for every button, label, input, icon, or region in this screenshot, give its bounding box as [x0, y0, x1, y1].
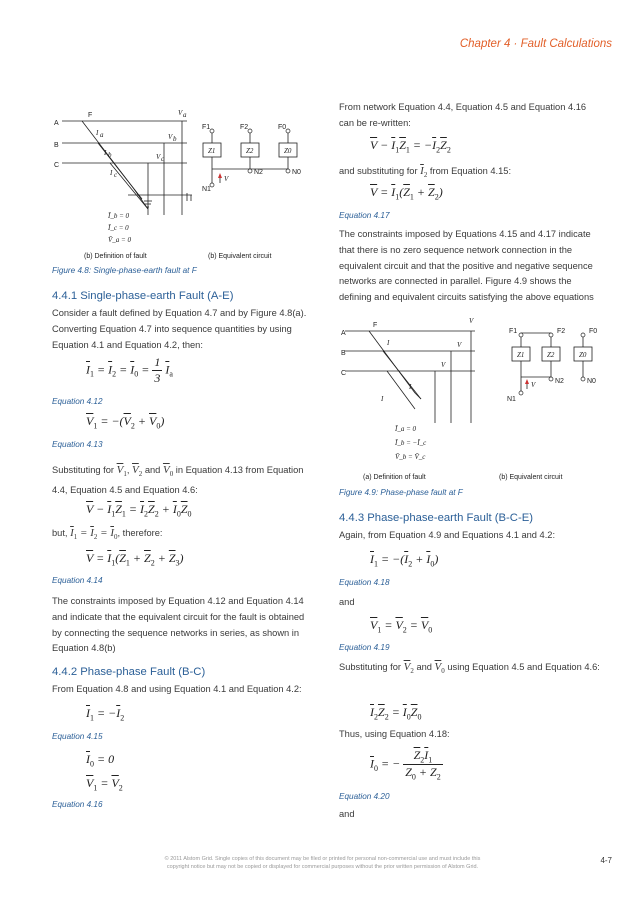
paragraph-4-4-3-intro: Again, from Equation 4.9 and Equations 4.1 and 4.2:: [339, 530, 556, 540]
page-number: 4-7: [600, 856, 612, 865]
fig49-cap-a: (a) Definition of fault: [363, 474, 426, 481]
fig48-box-z1: Z1: [208, 147, 216, 155]
equation-4-12-body: $\overline{I}_1 = \overline{I}_2 = \overline{I}_0$ = $\frac{1}{3}$ $\overline{I}_a$: [86, 355, 173, 385]
figure-4-9-caption: Figure 4.9: Phase-phase fault at F: [339, 488, 463, 497]
equation-4-15-body: $\overline{I}_1 = -\overline{I}_2$: [86, 706, 125, 723]
fig49-label-c: C: [341, 370, 347, 377]
paragraph-4-4-1-intro: Consider a fault defined by Equation 4.7 and by Figure 4.8(a). Converting Equation 4.7 into sequence quantities by using Equation 4.1 and Equation 4.2, then:: [52, 308, 307, 350]
fig48-box-z2: Z2: [246, 147, 254, 155]
fig49-label-f: F: [373, 322, 378, 329]
fig48-va-sub: a: [183, 111, 187, 119]
equation-4-20-label: Equation 4.20: [339, 792, 390, 801]
fig49-cond-1: Ī_a = 0: [395, 425, 417, 433]
paragraph-4-4-2-intro: From Equation 4.8 and using Equation 4.1 and Equation 4.2:: [52, 684, 302, 694]
fig48-cond-1: Ī_b = 0: [108, 212, 130, 220]
fig48-vb-sub: b: [173, 135, 177, 143]
copyright-line-2: copyright notice but may not be copied or displayed for commercial purposes without the prior written permission of Alstom Grid.: [166, 864, 479, 870]
fig49-vb: V: [457, 341, 462, 349]
fig48-vc: V: [156, 153, 161, 161]
equation-4-16-body-a: $\overline{I}_0 = 0$: [86, 752, 115, 769]
substituting2-text-a: Substituting for: [339, 662, 402, 672]
equation-4-19-body: $\overline{V}_1 = \overline{V}_2 = \overline{V}_0$: [370, 618, 433, 635]
fig48-box-z0: Z0: [284, 147, 292, 155]
fig48-cap-a: (b) Definition of fault: [84, 253, 147, 260]
paragraph-rewritten: From network Equation 4.4, Equation 4.5 and Equation 4.16 can be re-written:: [339, 102, 587, 128]
fig49-ib: I: [409, 383, 412, 391]
fig48-node-f1: F1: [202, 124, 211, 131]
fig48-node-n1: N1: [202, 186, 211, 193]
equation-4-16-label: Equation 4.16: [52, 800, 103, 809]
substituting2-text-b: and: [416, 662, 432, 672]
fig49-eq-v: V: [531, 381, 536, 389]
fig48-node-f2: F2: [240, 124, 249, 131]
equation-series-sum: $\overline{V} - \overline{I}_1\overline{Z}_1 = \overline{I}_2\overline{Z}_2 + \overline{I}_0\overline{Z}_0$: [86, 502, 192, 519]
fig49-label-a: A: [341, 330, 346, 337]
equation-4-15-label: Equation 4.15: [52, 732, 103, 741]
substitute-text-c: in Equation 4.13 from Equation 4.4, Equation 4.5 and Equation 4.6:: [52, 465, 304, 495]
fig48-cond-3: V̄_a = 0: [108, 236, 131, 244]
fig48-node-f0: F0: [278, 124, 287, 131]
fig49-ic: I: [381, 395, 384, 403]
figure-4-8: [52, 105, 314, 267]
paragraph-and-2: and: [339, 809, 355, 819]
fig49-node-f1: F1: [509, 328, 518, 335]
therefore-text: , therefore:: [117, 528, 163, 538]
fig48-ic: I: [110, 169, 113, 177]
equation-i2z2: $\overline{I}_2\overline{Z}_2 = \overline{I}_0\overline{Z}_0$: [370, 705, 422, 722]
fig48-ib-sub: b: [108, 151, 112, 159]
fig49-va: V: [469, 317, 474, 325]
section-4-4-2-heading: 4.4.2 Phase-phase Fault (B-C): [52, 666, 206, 678]
substituting-text-a: and substituting for: [339, 166, 418, 176]
equation-4-12-label: Equation 4.12: [52, 397, 103, 406]
equation-4-20-body: $\overline{I}_0$ = − $\frac{\overline{Z}_2\overline{I}_1}{\overline{Z}_0 + \overline{Z}_2}$: [370, 748, 441, 782]
equation-4-13-body: $\overline{V}_1 = -(\overline{V}_2 + \overline{V}_0)$: [86, 414, 165, 431]
substitute-text-a: Substituting for: [52, 465, 115, 475]
paragraph-substitute: Substituting for $\overline{V}_1$, $\overline{V}_2$ and $\overline{V}_0$ in Equation 4.13 from Equation 4.4, Equation 4.5 and Equation 4.6:: [52, 464, 304, 495]
fig49-node-n1: N1: [507, 396, 516, 403]
fig48-label-f: F: [88, 112, 93, 119]
fig48-label-c: C: [54, 162, 60, 169]
fig48-eq-v: V: [224, 175, 229, 183]
fig48-cap-b: (b) Equivalent circuit: [208, 253, 272, 260]
fig49-node-f2: F2: [557, 328, 566, 335]
figure-4-9: [339, 313, 603, 487]
equation-4-17-body: $\overline{V} = \overline{I}_1(\overline{Z}_1 + \overline{Z}_2)$: [370, 185, 443, 202]
substituting2-text-c: using Equation 4.5 and Equation 4.6:: [447, 662, 600, 672]
fig48-node-n2: N2: [254, 169, 263, 176]
copyright-line-1: © 2011 Alstom Grid. Single copies of this document may be filed or printed for personal non-commercial use and must include this: [164, 856, 481, 862]
copyright-footer: [150, 855, 495, 871]
equation-4-16-body-b: $\overline{V}_1 = \overline{V}_2$: [86, 776, 123, 793]
section-4-4-3-heading: 4.4.3 Phase-phase-earth Fault (B-C-E): [339, 512, 534, 524]
equation-4-18-label: Equation 4.18: [339, 578, 390, 587]
fig48-cond-2: Ī_c = 0: [108, 224, 129, 232]
fig48-vb: V: [168, 133, 173, 141]
substitute-text-b: and: [144, 465, 161, 475]
fig49-node-f0: F0: [589, 328, 598, 335]
fig48-ia: I: [96, 129, 99, 137]
fig48-ic-sub: c: [114, 171, 118, 179]
fig49-cap-b: (b) Equivalent circuit: [499, 474, 563, 481]
equation-4-14-body: $\overline{V} = \overline{I}_1(\overline{Z}_1 + \overline{Z}_2 + \overline{Z}_3)$: [86, 551, 184, 568]
equation-4-13-label: Equation 4.13: [52, 440, 103, 449]
equation-rewritten: $\overline{V} - \overline{I}_1\overline{Z}_1 = -\overline{I}_2\overline{Z}_2$: [370, 138, 451, 155]
paragraph-substituting: and substituting for $\overline{I}_2$ from Equation 4.15:: [339, 165, 512, 180]
fig49-cond-2: Ī_b = −Ī_c: [395, 439, 427, 447]
fig48-node-n0: N0: [292, 169, 301, 176]
fig48-label-a: A: [54, 120, 59, 127]
equation-4-19-label: Equation 4.19: [339, 643, 390, 652]
fig49-cond-3: V̄_b = V̄_c: [395, 453, 426, 461]
fig49-box-z1: Z1: [517, 351, 525, 359]
paragraph-constraints-parallel: The constraints imposed by Equations 4.15 and 4.17 indicate that there is no zero sequence network connection in the equivalent circuit and that the positive and negative sequence networks are connected in parallel. Figure 4.9 shows the defining and equivalent circuits satisfying the above equations: [339, 229, 594, 303]
paragraph-and-1: and: [339, 597, 355, 607]
fig48-label-b: B: [54, 142, 59, 149]
equation-4-17-label: Equation 4.17: [339, 211, 390, 220]
fig49-vc: V: [441, 361, 446, 369]
fig49-box-z0: Z0: [579, 351, 587, 359]
chapter-header: Chapter 4 · Fault Calculations: [459, 38, 612, 50]
fig49-label-b: B: [341, 350, 346, 357]
fig48-va: V: [178, 109, 183, 117]
equation-4-14-label: Equation 4.14: [52, 576, 103, 585]
fig48-ib: I: [104, 149, 107, 157]
fig48-vc-sub: c: [161, 155, 165, 163]
paragraph-but: but, $\overline{I}_1 = \overline{I}_2 = \overline{I}_0$, therefore:: [52, 527, 163, 542]
fig49-node-n0: N0: [587, 378, 596, 385]
fig48-ia-sub: a: [100, 131, 104, 139]
paragraph-thus: Thus, using Equation 4.18:: [339, 729, 450, 739]
fig49-ia: I: [387, 339, 390, 347]
equation-4-18-body: $\overline{I}_1 = -(\overline{I}_2 + \overline{I}_0)$: [370, 552, 439, 569]
paragraph-substituting-2: Substituting for $\overline{V}_2$ and $\overline{V}_0$ using Equation 4.5 and Equation 4.6:: [339, 661, 600, 676]
but-text: but,: [52, 528, 68, 538]
paragraph-constraints-series: The constraints imposed by Equation 4.12 and Equation 4.14 and indicate that the equivalent circuit for the fault is obtained by connecting the sequence networks in series, as shown in Equation 4.8(b): [52, 596, 305, 654]
fig49-box-z2: Z2: [547, 351, 555, 359]
substituting-text-b: from Equation 4.15:: [429, 166, 512, 176]
figure-4-8-caption: Figure 4.8: Single-phase-earth fault at F: [52, 266, 197, 275]
section-4-4-1-heading: 4.4.1 Single-phase-earth Fault (A-E): [52, 290, 234, 302]
fig49-node-n2: N2: [555, 378, 564, 385]
